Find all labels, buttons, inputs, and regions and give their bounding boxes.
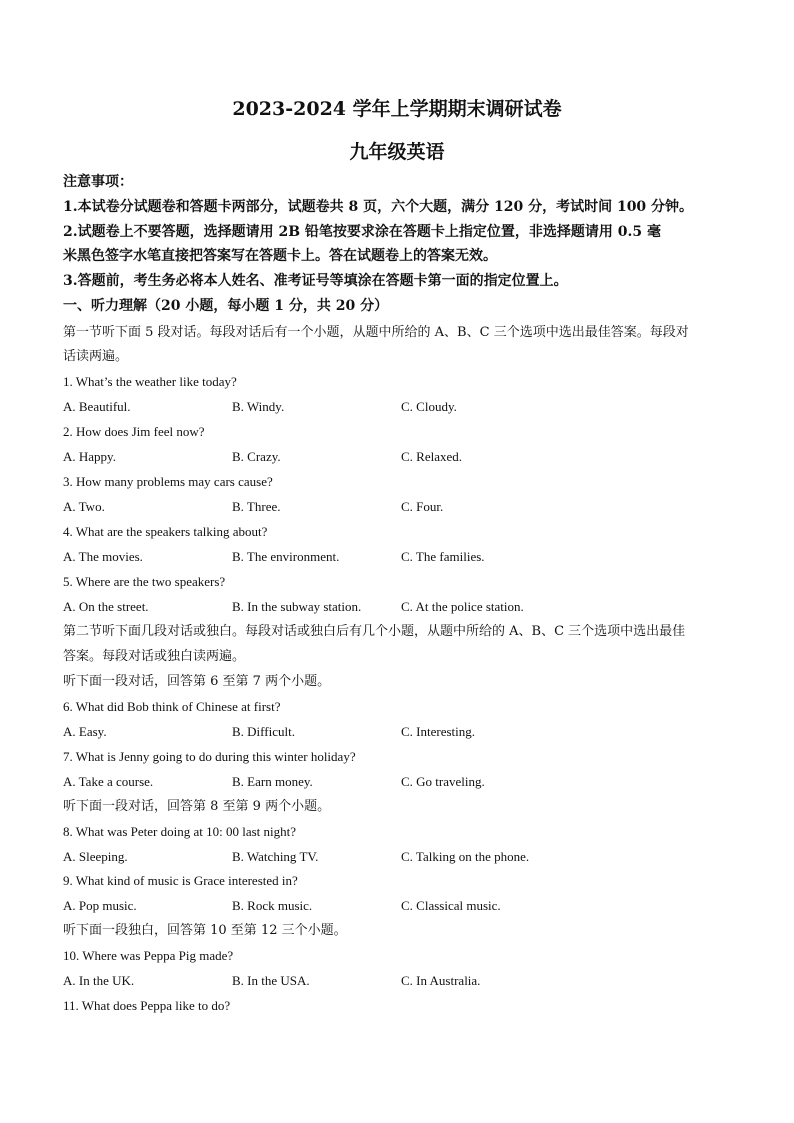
part1-instructions: 话读两遍。 — [63, 349, 129, 364]
option-a: A. Beautiful. — [63, 399, 131, 414]
option-c: C. Classical music. — [401, 898, 501, 913]
option-a: A. Pop music. — [63, 898, 137, 913]
part1-instructions: 第一节听下面 5 段对话。每段对话后有一个小题，从题中所给的 A、B、C 三个选项中选出最佳答案。每段对 — [63, 325, 689, 340]
option-c: C. Go traveling. — [401, 774, 485, 789]
option-a: A. Happy. — [63, 449, 116, 464]
notes-item: 3.答题前，考生务必将本人姓名、准考证号等填涂在答题卡第一面的指定位置上。 — [63, 273, 568, 289]
option-c: C. Relaxed. — [401, 449, 463, 464]
question-stem: 1. What’s the weather like today? — [63, 374, 237, 389]
exam-subtitle: 九年级英语 — [349, 141, 445, 163]
question-stem: 2. How does Jim feel now? — [63, 424, 205, 439]
exam-title: 2023-2024 学年上学期期末调研试卷 — [232, 98, 562, 120]
option-c: C. Cloudy. — [401, 399, 457, 414]
option-b: B. Rock music. — [232, 898, 313, 913]
option-b: B. Difficult. — [232, 724, 295, 739]
option-c: C. At the police station. — [401, 599, 524, 614]
option-a: A. On the street. — [63, 599, 149, 614]
option-a: A. Take a course. — [63, 774, 154, 789]
question-stem: 4. What are the speakers talking about? — [63, 524, 268, 539]
group-instructions: 听下面一段对话，回答第 8 至第 9 两个小题。 — [63, 799, 331, 814]
option-b: B. In the subway station. — [232, 599, 362, 614]
question-stem: 3. How many problems may cars cause? — [63, 474, 273, 489]
question-stem: 5. Where are the two speakers? — [63, 574, 226, 589]
section-heading: 一、听力理解（20 小题，每小题 1 分，共 20 分） — [63, 298, 389, 314]
option-a: A. Two. — [63, 499, 105, 514]
option-c: C. Four. — [401, 499, 444, 514]
option-c: C. In Australia. — [401, 973, 481, 988]
question-stem: 8. What was Peter doing at 10: 00 last night? — [63, 824, 296, 839]
part2-instructions: 答案。每段对话或独白读两遍。 — [63, 649, 246, 664]
question-stem: 6. What did Bob think of Chinese at first? — [63, 699, 281, 714]
option-b: B. Crazy. — [232, 449, 281, 464]
question-stem: 11. What does Peppa like to do? — [63, 998, 231, 1013]
notes-item: 2.试题卷上不要答题，选择题请用 2B 铅笔按要求涂在答题卡上指定位置，非选择题请用 0.5 毫 — [63, 224, 662, 240]
option-a: A. Sleeping. — [63, 849, 128, 864]
option-b: B. In the USA. — [232, 973, 310, 988]
option-b: B. Earn money. — [232, 774, 313, 789]
option-b: B. Three. — [232, 499, 281, 514]
option-b: B. Windy. — [232, 399, 285, 414]
option-b: B. The environment. — [232, 549, 340, 564]
part2-instructions: 第二节听下面几段对话或独白。每段对话或独白后有几个小题，从题中所给的 A、B、C 三个选项中选出最佳 — [63, 624, 686, 639]
notes-heading: 注意事项： — [63, 174, 133, 190]
option-c: C. Talking on the phone. — [401, 849, 530, 864]
group-instructions: 听下面一段独白，回答第 10 至第 12 三个小题。 — [63, 923, 347, 938]
notes-item: 1.本试卷分试题卷和答题卡两部分，试题卷共 8 页，六个大题，满分 120 分，考试时间 100 分钟。 — [63, 199, 694, 215]
option-c: C. Interesting. — [401, 724, 476, 739]
question-stem: 10. Where was Peppa Pig made? — [63, 948, 234, 963]
option-b: B. Watching TV. — [232, 849, 319, 864]
option-c: C. The families. — [401, 549, 485, 564]
option-a: A. In the UK. — [63, 973, 135, 988]
group-instructions: 听下面一段对话，回答第 6 至第 7 两个小题。 — [63, 674, 331, 689]
question-stem: 7. What is Jenny going to do during this winter holiday? — [63, 749, 356, 764]
question-stem: 9. What kind of music is Grace interested in? — [63, 873, 298, 888]
option-a: A. Easy. — [63, 724, 107, 739]
notes-item: 米黑色签字水笔直接把答案写在答题卡上。答在试题卷上的答案无效。 — [63, 248, 497, 264]
option-a: A. The movies. — [63, 549, 143, 564]
